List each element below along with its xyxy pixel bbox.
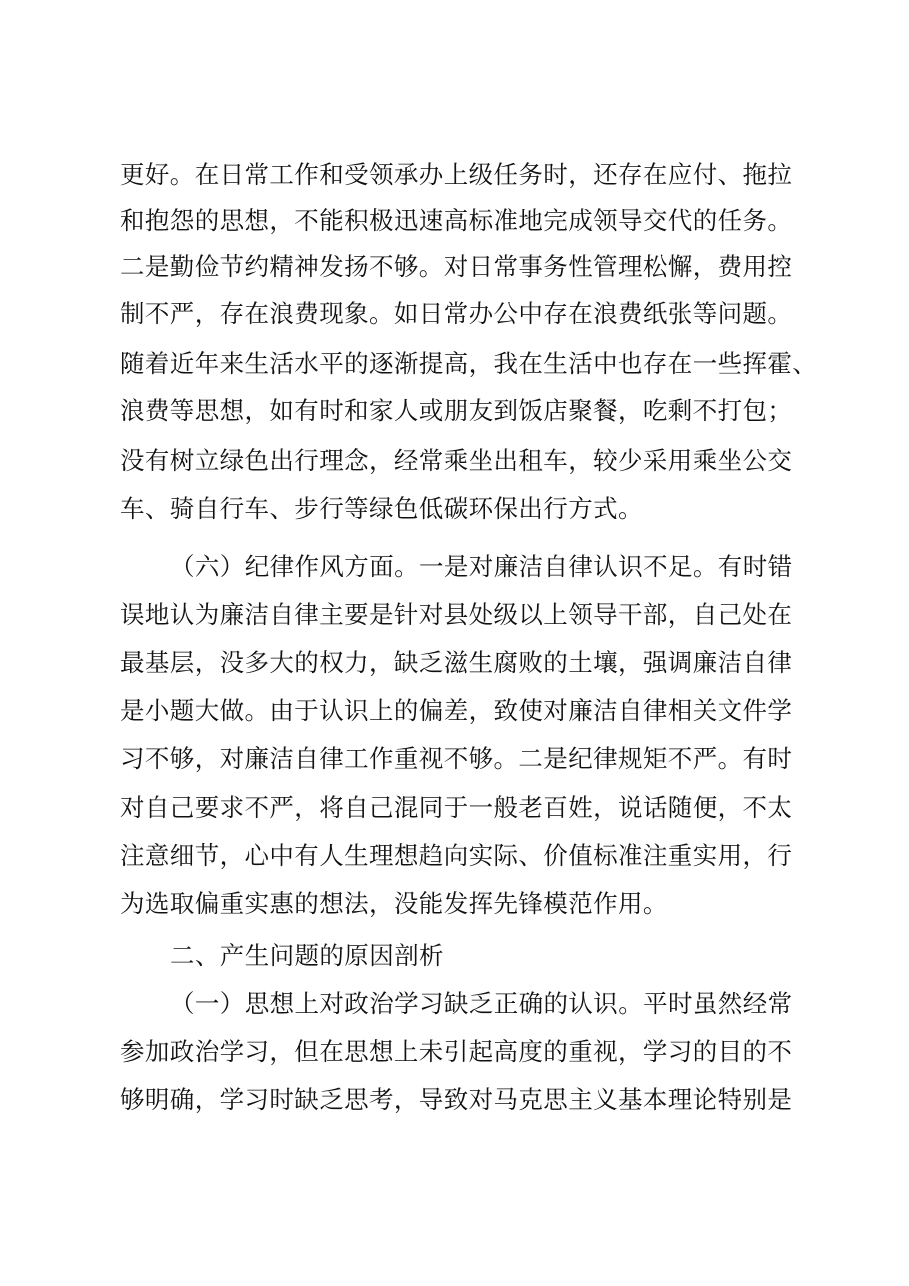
text-line: 随着近年来生活水平的逐渐提高，我在生活中也存在一些挥霍、: [120, 349, 818, 378]
section-heading-causes: 二、产生问题的原因剖析: [170, 941, 444, 970]
text-line: 习不够，对廉洁自律工作重视不够。二是纪律规矩不严。有时: [120, 744, 793, 773]
text-line: 为选取偏重实惠的想法，没能发挥先锋模范作用。: [120, 889, 668, 918]
text-line: 二是勤俭节约精神发扬不够。对日常事务性管理松懈，费用控: [120, 252, 793, 281]
text-line: 注意细节，心中有人生理想趋向实际、价值标准注重实用，行: [120, 841, 793, 870]
text-line: 是小题大做。由于认识上的偏差，致使对廉洁自律相关文件学: [120, 696, 793, 725]
text-line: 没有树立绿色出行理念，经常乘坐出租车，较少采用乘坐公交: [120, 446, 793, 475]
text-line: 对自己要求不严，将自己混同于一般老百姓，说话随便，不太: [120, 793, 793, 822]
text-line: 参加政治学习，但在思想上未引起高度的重视，学习的目的不: [120, 1037, 793, 1066]
text-line: 制不严，存在浪费现象。如日常办公中存在浪费纸张等问题。: [120, 299, 793, 328]
text-line: 最基层，没多大的权力，缺乏滋生腐败的土壤，强调廉洁自律: [120, 648, 793, 677]
text-line: 车、骑自行车、步行等绿色低碳环保出行方式。: [120, 494, 643, 523]
text-line: 和抱怨的思想，不能积极迅速高标准地完成领导交代的任务。: [120, 206, 793, 235]
text-line: 够明确，学习时缺乏思考，导致对马克思主义基本理论特别是: [120, 1085, 793, 1114]
section-heading-discipline: （六）纪律作风方面。一是对廉洁自律认识不足。有时错: [170, 552, 793, 581]
text-line: 浪费等思想，如有时和家人或朋友到饭店聚餐，吃剩不打包；: [120, 396, 793, 425]
text-line: 误地认为廉洁自律主要是针对县处级以上领导干部，自己处在: [120, 600, 793, 629]
subsection-heading-thought: （一）思想上对政治学习缺乏正确的认识。平时虽然经常: [170, 989, 793, 1018]
text-line: 更好。在日常工作和受领承办上级任务时，还存在应付、拖拉: [120, 160, 793, 189]
